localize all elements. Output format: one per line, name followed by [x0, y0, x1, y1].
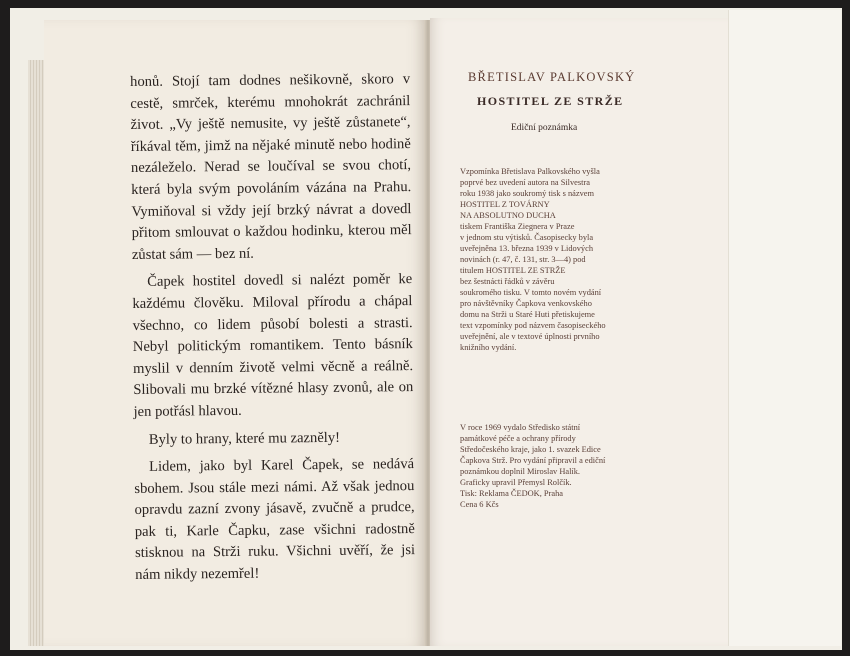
paragraph: honů. Stojí tam dodnes nešikovně, skoro v cestě, smrček, kterému mnohokrát zachránil život. „Vy ještě nemusite, vy ještě zůstanete“, říkával těm, jimž na nějaké minutě nebo hodině nezáleželo. Nerad se loučíval se svou chotí, která byla svým povoláním vázána na Prahu. Vymiňoval si vždy její brzký návrat a dovedl přitom smlouvat o každou hodinku, kterou měl zůstat sám — bez ní. [130, 71, 412, 263]
left-page-text [130, 69, 415, 587]
colophon: V roce 1969 vydalo Středisko státní památkové péče a ochrany přírody Středočeského kraje, jako 1. svazek Edice Čapkova Strž. Pro vydání připravil a ediční poznámkou doplnil Miroslav Halík. Graficky upravil Přemysl Rolčík. Tisk: Reklama ČEDOK, Praha Cena 6 Kčs [460, 423, 606, 509]
section-subtitle: Ediční poznámka [511, 123, 578, 133]
paragraph: Lidem, jako byl Karel Čapek, se nedává sbohem. Jsou stále mezi námi. Až však jednou opravdu zazní zvony jásavě, zvučně a prudce, pak ti, Karle Čapku, zase všichni radostně stisknou na Strži ruku. Všichni uvěří, že jsi nám nikdy nezemřel! [134, 456, 416, 584]
author-name: BŘETISLAV PALKOVSKÝ [468, 70, 636, 84]
book-title: HOSTITEL ZE STRŽE [477, 94, 624, 108]
endpaper [728, 10, 841, 646]
editorial-note: Vzpomínka Břetislava Palkovského vyšla poprvé bez uvedení autora na Silvestra roku 1938 jako soukromý tisk s názvem HOSTITEL Z TOVÁRNY NA ABSOLUTNO DUCHA tiskem Františka Ziegnera v Praze v jednom stu výtisků. Časopisecky byla uveřejněna 13. března 1939 v Lidových novinách (r. 47, č. 131, str. 3—4) pod titulem HOSTITEL ZE STRŽE bez šestnácti řádků v závěru soukromého tisku. V tomto novém vydání pro návštěvníky Čapkova venkovského domu na Strži u Staré Huti přetiskujeme text vzpomínky pod názvem časopiseckého uveřejnění, ale v textové úplnosti prvního knižního vydání. [460, 167, 606, 352]
paragraph: Čapek hostitel dovedl si nalézt poměr ke každému člověku. Miloval přírodu a chápal všechno, co lidem působí bolesti a strasti. Nebyl politickým romantikem. Tento básník myslil v denním životě velmi věcně a reálně. Slibovali mu brzké vítězné hlasy zvonů, ale on jen potřásl hlavou. [132, 271, 414, 420]
paragraph: Byly to hrany, které mu zazněly! [148, 429, 341, 448]
